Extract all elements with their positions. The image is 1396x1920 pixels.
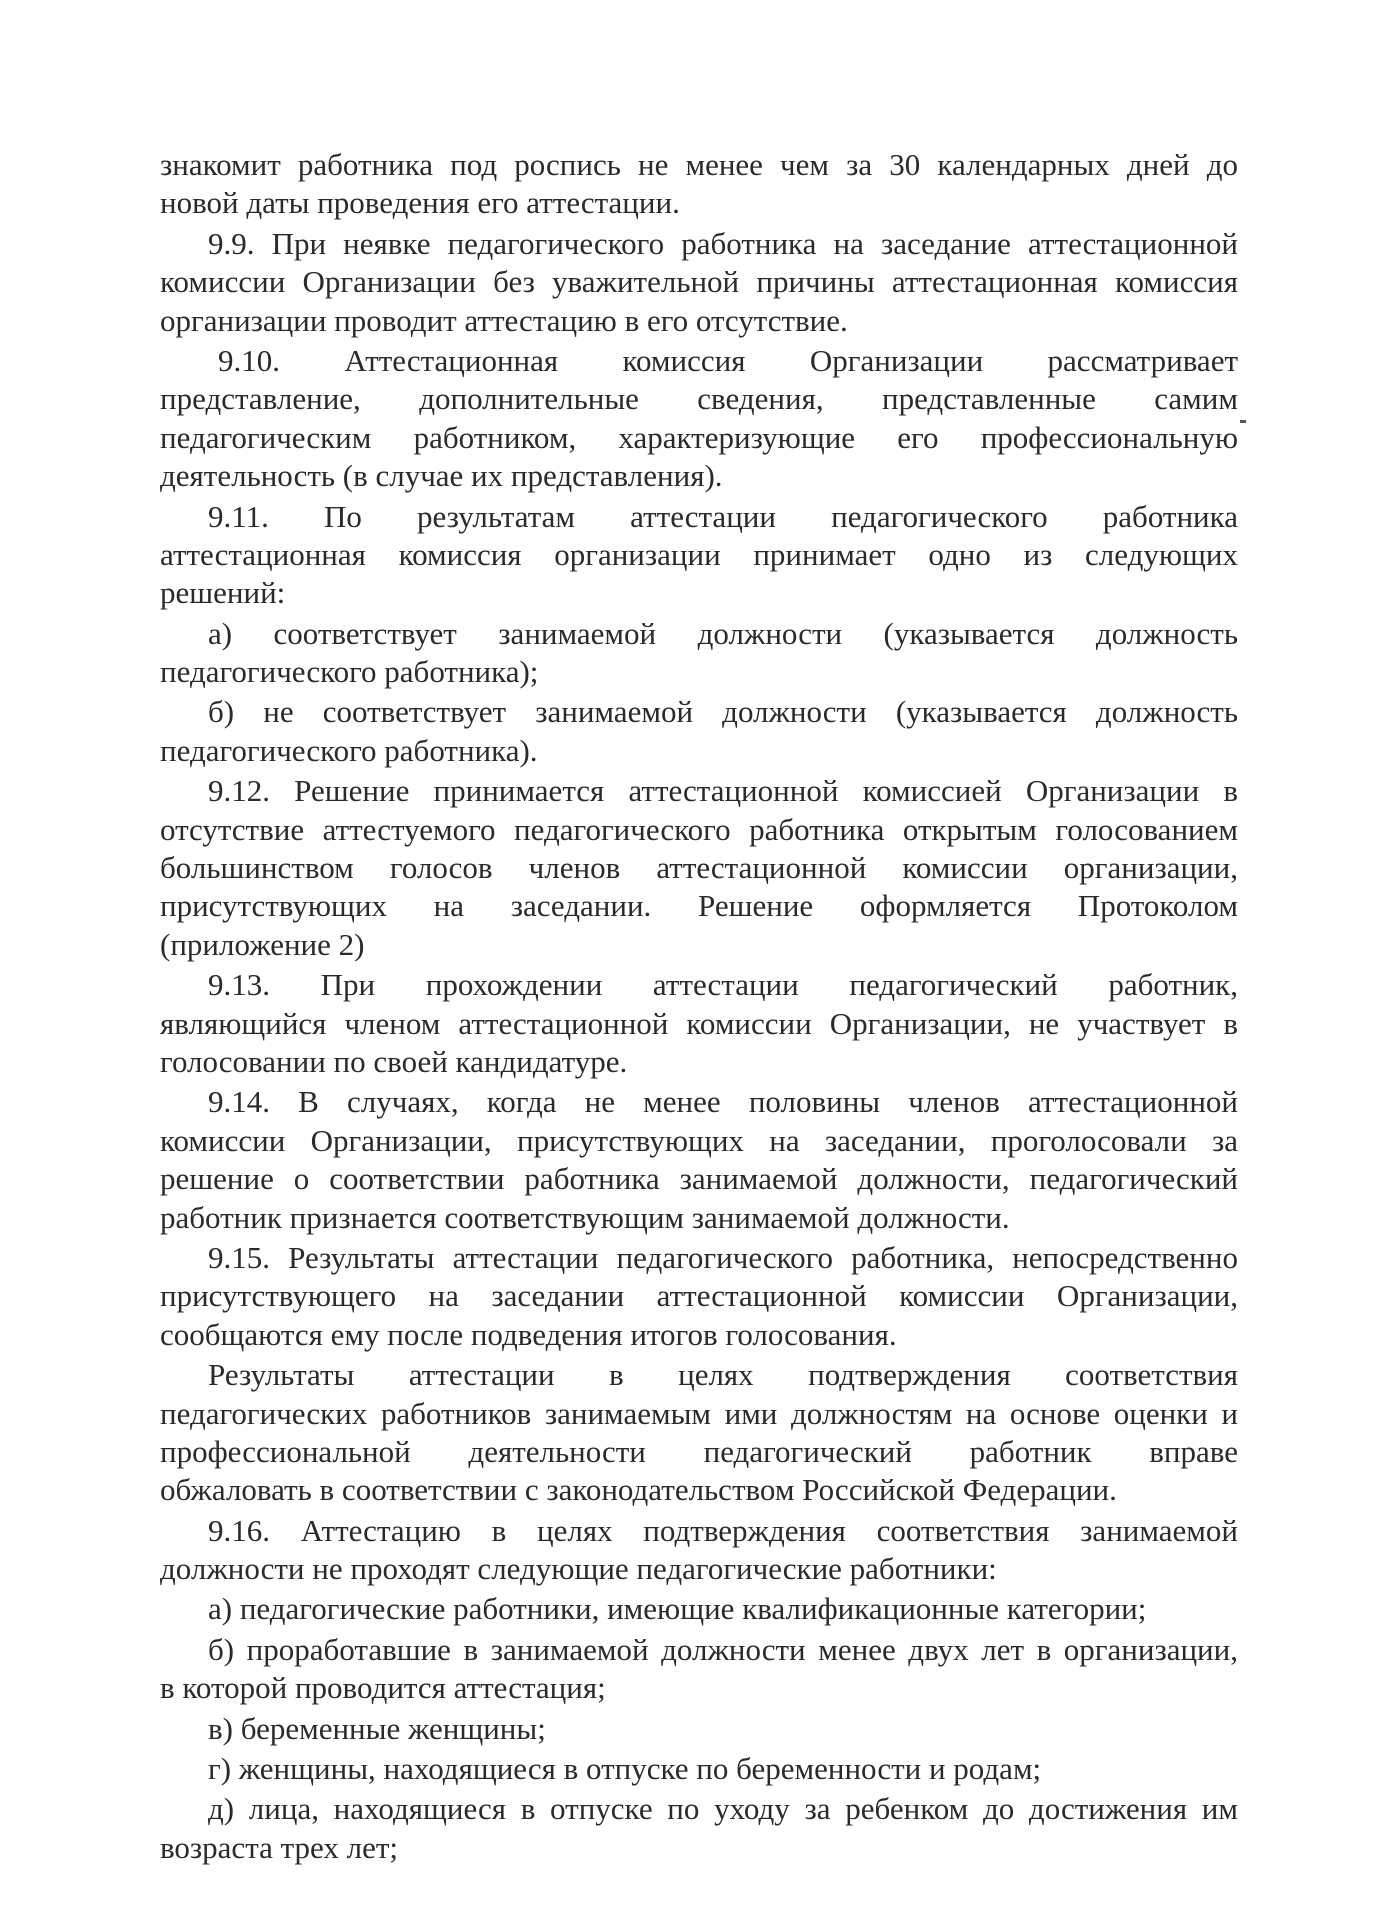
text-line: (приложение 2) [160, 926, 365, 962]
paragraph-9-11: 9.11. По результатам аттестации педагогического работника [208, 498, 1238, 534]
paragraph-9-14: 9.14. В случаях, когда не менее половины членов аттестационной [208, 1084, 1238, 1120]
text-line: аттестационная комиссия организации принимает одно из следующих [160, 536, 1238, 572]
text-line: педагогического работника). [160, 732, 538, 768]
list-item-b: б) проработавшие в занимаемой должности менее двух лет в организации, [208, 1631, 1238, 1667]
text-line: присутствующих на заседании. Решение оформляется Протоколом [160, 888, 1238, 924]
text-line: отсутствие аттестуемого педагогического работника открытым голосованием [160, 811, 1238, 847]
document-page [160, 146, 1238, 1867]
text-line: знакомит работника под роспись не менее чем за 30 календарных дней до [160, 147, 1238, 182]
text-line: сообщаются ему после подведения итогов голосования. [160, 1316, 897, 1352]
paragraph-9-12: 9.12. Решение принимается аттестационной комиссией Организации в [208, 773, 1238, 809]
text-line: голосовании по своей кандидатуре. [160, 1043, 628, 1079]
paragraph-9-10: 9.10. Аттестационная комиссия Организации рассматривает [218, 342, 1238, 378]
text-line: присутствующего на заседании аттестационной комиссии Организации, [160, 1278, 1238, 1314]
paragraph-9-9: 9.9. При неявке педагогического работника на заседание аттестационной [208, 225, 1238, 261]
text-line: работник признается соответствующим занимаемой должности. [160, 1199, 1010, 1235]
text-line: комиссии Организации без уважительной причины аттестационная комиссия [160, 264, 1238, 300]
list-item-g: г) женщины, находящиеся в отпуске по беременности и родам; [208, 1751, 1042, 1787]
text-line: новой даты проведения его аттестации. [160, 185, 680, 221]
text-line: большинством голосов членов аттестационной комиссии организации, [160, 850, 1238, 886]
paragraph-results: Результаты аттестации в целях подтверждения соответствия [208, 1357, 1238, 1393]
text-line: возраста трех лет; [160, 1829, 399, 1865]
list-item-d: д) лица, находящиеся в отпуске по уходу за ребенком до достижения им [208, 1791, 1238, 1827]
text-line: комиссии Организации, присутствующих на заседании, проголосовали за [160, 1122, 1238, 1158]
list-item-a: а) педагогические работники, имеющие квалификационные категории; [208, 1591, 1147, 1627]
paragraph-9-16: 9.16. Аттестацию в целях подтверждения соответствия занимаемой [208, 1512, 1238, 1548]
text-line: решение о соответствии работника занимаемой должности, педагогический [160, 1161, 1238, 1197]
scan-speck [1240, 420, 1246, 423]
paragraph-9-15: 9.15. Результаты аттестации педагогического работника, непосредственно [208, 1239, 1238, 1275]
text-line: педагогических работников занимаемым ими должностям на основе оценки и [160, 1395, 1238, 1431]
text-line: должности не проходят следующие педагогические работники: [160, 1551, 997, 1587]
list-item-a: а) соответствует занимаемой должности (указывается должность [208, 615, 1238, 651]
text-line: в которой проводится аттестация; [160, 1670, 606, 1706]
text-line: решений: [160, 575, 286, 611]
list-item-v: в) беременные женщины; [208, 1710, 546, 1746]
list-item-b: б) не соответствует занимаемой должности (указывается должность [208, 694, 1238, 730]
text-line: организации проводит аттестацию в его отсутствие. [160, 302, 848, 338]
text-line: педагогического работника); [160, 654, 539, 690]
text-line: обжаловать в соответствии с законодательством Российской Федерации. [160, 1472, 1117, 1508]
text-line: профессиональной деятельности педагогический работник вправе [160, 1433, 1238, 1469]
text-line: деятельность (в случае их представления). [160, 458, 723, 494]
text-line: являющийся членом аттестационной комиссии Организации, не участвует в [160, 1005, 1238, 1041]
text-line: педагогическим работником, характеризующие его профессиональную [160, 419, 1238, 455]
text-line: представление, дополнительные сведения, представленные самим [160, 381, 1238, 417]
paragraph-9-13: 9.13. При прохождении аттестации педагогический работник, [208, 967, 1238, 1003]
